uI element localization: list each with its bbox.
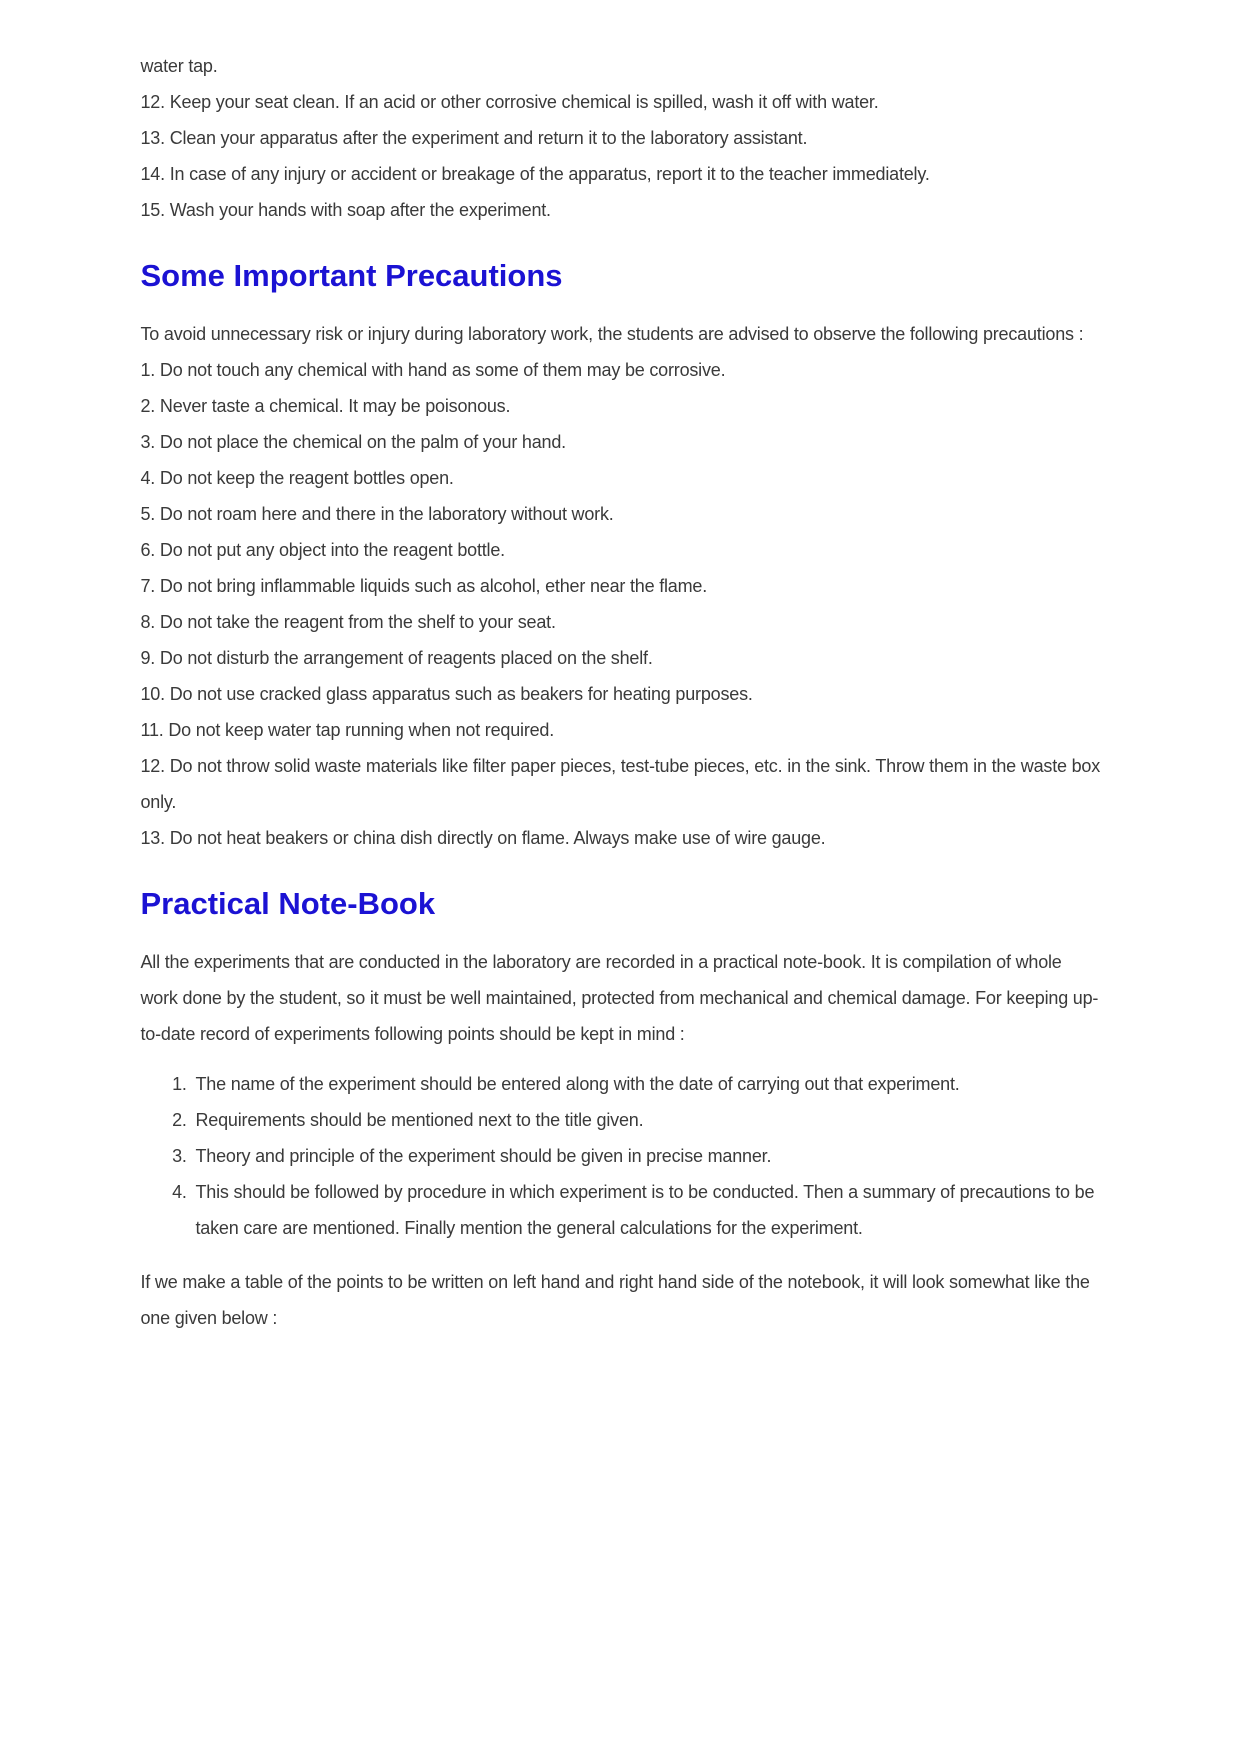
article-content (141, 0, 1104, 1336)
precaution-item: 7. Do not bring inflammable liquids such as alcohol, ether near the flame. (140, 576, 708, 596)
precaution-item: 5. Do not roam here and there in the laboratory without work. (140, 504, 614, 524)
precaution-item: 1. Do not touch any chemical with hand as some of them may be corrosive. (140, 360, 726, 380)
precaution-item: 8. Do not take the reagent from the shelf to your seat. (140, 612, 556, 632)
precaution-item: 3. Do not place the chemical on the palm of your hand. (140, 432, 566, 452)
precautions-intro: To avoid unnecessary risk or injury during laboratory work, the students are advised to observe the following precautions : (140, 324, 1084, 344)
notebook-points-list (141, 1066, 1104, 1246)
text-line: 14. In case of any injury or accident or breakage of the apparatus, report it to the teacher immediately. (140, 164, 930, 184)
precautions-list (141, 352, 1104, 856)
notebook-outro: If we make a table of the points to be written on left hand and right hand side of the notebook, it will look somewhat like the one given below : (140, 1272, 1090, 1328)
precaution-item: 10. Do not use cracked glass apparatus such as beakers for heating purposes. (140, 684, 753, 704)
notebook-intro: All the experiments that are conducted in the laboratory are recorded in a practical note-book. It is compilation of whole work done by the student, so it must be well maintained, protected from mechanical and chemical damage. For keeping up-to-date record of experiments following points should be kept in mind : (140, 952, 1099, 1044)
precaution-item: 4. Do not keep the reagent bottles open. (140, 468, 454, 488)
notebook-point: 1. The name of the experiment should be entered along with the date of carrying out that experiment. (192, 1066, 1104, 1102)
lab-rules-continued-block (141, 48, 1104, 228)
precaution-item: 11. Do not keep water tap running when not required. (140, 720, 555, 740)
text-line: 13. Clean your apparatus after the experiment and return it to the laboratory assistant. (140, 128, 808, 148)
precaution-item: 2. Never taste a chemical. It may be poisonous. (140, 396, 511, 416)
notebook-point: 4. This should be followed by procedure in which experiment is to be conducted. Then a summary of precautions to be taken care are mentioned. Finally mention the general calculations for the experiment. (192, 1174, 1104, 1246)
text-line: 15. Wash your hands with soap after the experiment. (140, 200, 551, 220)
precaution-item: 13. Do not heat beakers or china dish directly on flame. Always make use of wire gauge. (140, 828, 826, 848)
section-heading-precautions: Some Important Precautions (140, 258, 563, 293)
precaution-item: 12. Do not throw solid waste materials like filter paper pieces, test-tube pieces, etc. in the sink. Throw them in the waste box only. (140, 756, 1101, 812)
notebook-point: 2. Requirements should be mentioned next to the title given. (192, 1102, 1104, 1138)
precaution-item: 9. Do not disturb the arrangement of reagents placed on the shelf. (140, 648, 653, 668)
precaution-item: 6. Do not put any object into the reagent bottle. (140, 540, 505, 560)
section-heading-notebook: Practical Note-Book (140, 886, 436, 921)
notebook-point: 3. Theory and principle of the experiment should be given in precise manner. (192, 1138, 1104, 1174)
text-line: water tap. (140, 56, 218, 76)
text-line: 12. Keep your seat clean. If an acid or other corrosive chemical is spilled, wash it off with water. (140, 92, 879, 112)
